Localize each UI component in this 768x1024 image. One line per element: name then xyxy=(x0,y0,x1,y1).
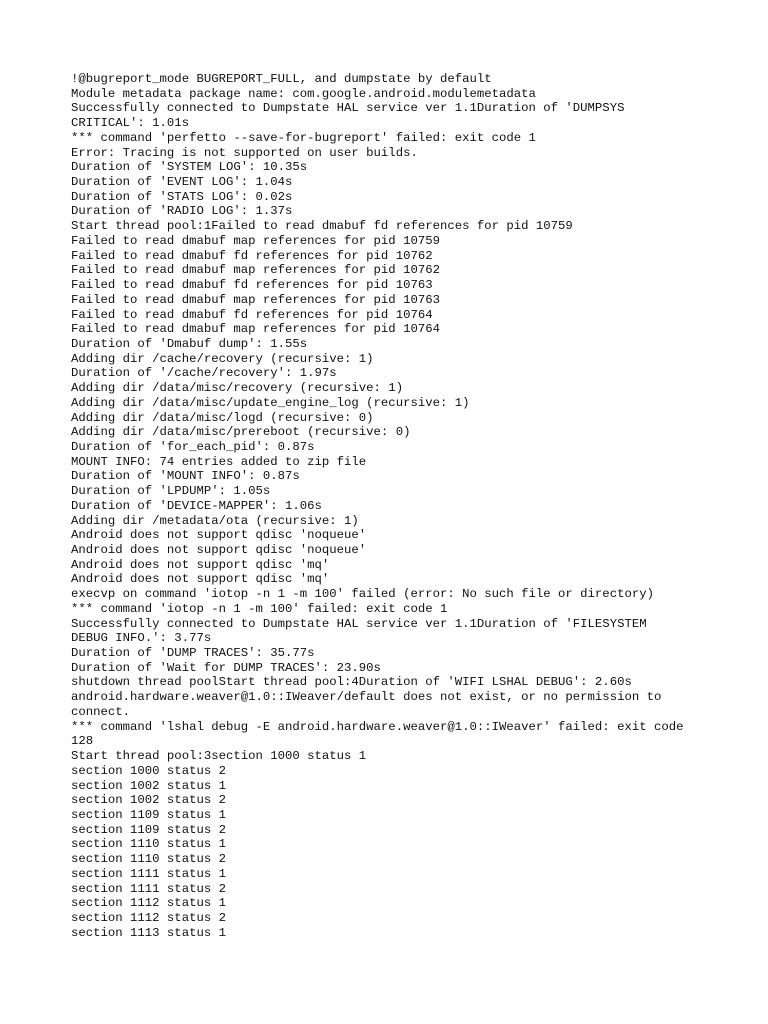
log-line: Duration of 'Wait for DUMP TRACES': 23.90s xyxy=(71,660,381,675)
log-line: *** command 'lshal debug -E android.hardware.weaver@1.0::IWeaver' failed: exit code xyxy=(71,719,684,734)
log-line: Duration of 'STATS LOG': 0.02s xyxy=(71,189,293,204)
log-line: Failed to read dmabuf fd references for pid 10763 xyxy=(71,278,433,293)
log-line: Duration of 'RADIO LOG': 1.37s xyxy=(71,204,293,219)
log-line: section 1113 status 1 xyxy=(71,925,226,940)
log-line: shutdown thread poolStart thread pool:4Duration of 'WIFI LSHAL DEBUG': 2.60s xyxy=(71,675,632,690)
log-line: Duration of 'EVENT LOG': 1.04s xyxy=(71,175,293,190)
log-line: Failed to read dmabuf fd references for pid 10762 xyxy=(71,248,433,263)
log-line: Adding dir /metadata/ota (recursive: 1) xyxy=(71,513,359,528)
log-line: android.hardware.weaver@1.0::IWeaver/default does not exist, or no permission to xyxy=(71,690,662,705)
log-line: Android does not support qdisc 'mq' xyxy=(71,557,330,572)
log-line: Adding dir /cache/recovery (recursive: 1) xyxy=(71,351,374,366)
log-line: section 1002 status 2 xyxy=(71,793,226,808)
log-line: MOUNT INFO: 74 entries added to zip file xyxy=(71,454,367,469)
log-line: Duration of '/cache/recovery': 1.97s xyxy=(71,366,337,381)
log-line: Duration of 'LPDUMP': 1.05s xyxy=(71,484,271,499)
log-line: Start thread pool:3section 1000 status 1 xyxy=(71,749,367,764)
log-line: CRITICAL': 1.01s xyxy=(71,116,190,131)
log-line: Successfully connected to Dumpstate HAL service ver 1.1Duration of 'DUMPSYS xyxy=(71,101,625,116)
log-line: Start thread pool:1Failed to read dmabuf fd references for pid 10759 xyxy=(71,219,573,234)
log-line: Android does not support qdisc 'noqueue' xyxy=(71,528,367,543)
log-line: Failed to read dmabuf map references for pid 10763 xyxy=(71,292,440,307)
log-line: section 1110 status 1 xyxy=(71,837,226,852)
log-line: section 1112 status 1 xyxy=(71,896,226,911)
log-line: section 1112 status 2 xyxy=(71,910,226,925)
log-line: Duration of 'DEVICE-MAPPER': 1.06s xyxy=(71,498,322,513)
log-line: Failed to read dmabuf map references for pid 10759 xyxy=(71,233,440,248)
log-line: Android does not support qdisc 'noqueue' xyxy=(71,543,367,557)
log-line: Failed to read dmabuf fd references for pid 10764 xyxy=(71,307,433,322)
log-line: section 1002 status 1 xyxy=(71,778,226,793)
log-line: Failed to read dmabuf map references for pid 10762 xyxy=(71,263,440,278)
log-line: section 1109 status 1 xyxy=(71,807,226,822)
log-line: Duration of 'SYSTEM LOG': 10.35s xyxy=(71,160,308,175)
log-line: 128 xyxy=(71,734,94,749)
log-line: Failed to read dmabuf map references for pid 10764 xyxy=(71,322,440,337)
log-line: Adding dir /data/misc/recovery (recursive: 1) xyxy=(71,381,404,396)
log-line: section 1109 status 2 xyxy=(71,822,226,837)
log-line: !@bugreport_mode BUGREPORT_FULL, and dumpstate by default xyxy=(71,72,492,86)
log-line: Adding dir /data/misc/update_engine_log (recursive: 1) xyxy=(71,395,470,410)
log-line: *** command 'perfetto --save-for-bugreport' failed: exit code 1 xyxy=(71,130,536,145)
log-line: Duration of 'Dmabuf dump': 1.55s xyxy=(71,336,308,351)
log-line: Module metadata package name: com.google.android.modulemetadata xyxy=(71,86,536,101)
log-line: execvp on command 'iotop -n 1 -m 100' failed (error: No such file or directory) xyxy=(71,587,654,602)
log-line: Error: Tracing is not supported on user builds. xyxy=(71,145,418,160)
log-line: connect. xyxy=(71,704,131,719)
log-line: section 1111 status 2 xyxy=(71,881,226,896)
log-line: Android does not support qdisc 'mq' xyxy=(71,572,330,587)
log-line: DEBUG INFO.': 3.77s xyxy=(71,631,212,646)
log-line: Duration of 'MOUNT INFO': 0.87s xyxy=(71,469,300,484)
log-text-block xyxy=(71,72,711,940)
log-line: Duration of 'for_each_pid': 0.87s xyxy=(71,439,315,454)
log-line: Successfully connected to Dumpstate HAL service ver 1.1Duration of 'FILESYSTEM xyxy=(71,616,647,631)
log-line: section 1000 status 2 xyxy=(71,763,226,778)
log-line: section 1110 status 2 xyxy=(71,852,226,867)
log-line: Adding dir /data/misc/prereboot (recursive: 0) xyxy=(71,425,411,440)
log-line: section 1111 status 1 xyxy=(71,866,226,881)
log-line: Duration of 'DUMP TRACES': 35.77s xyxy=(71,646,315,661)
log-line: Adding dir /data/misc/logd (recursive: 0) xyxy=(71,410,374,425)
log-line: *** command 'iotop -n 1 -m 100' failed: exit code 1 xyxy=(71,601,448,616)
